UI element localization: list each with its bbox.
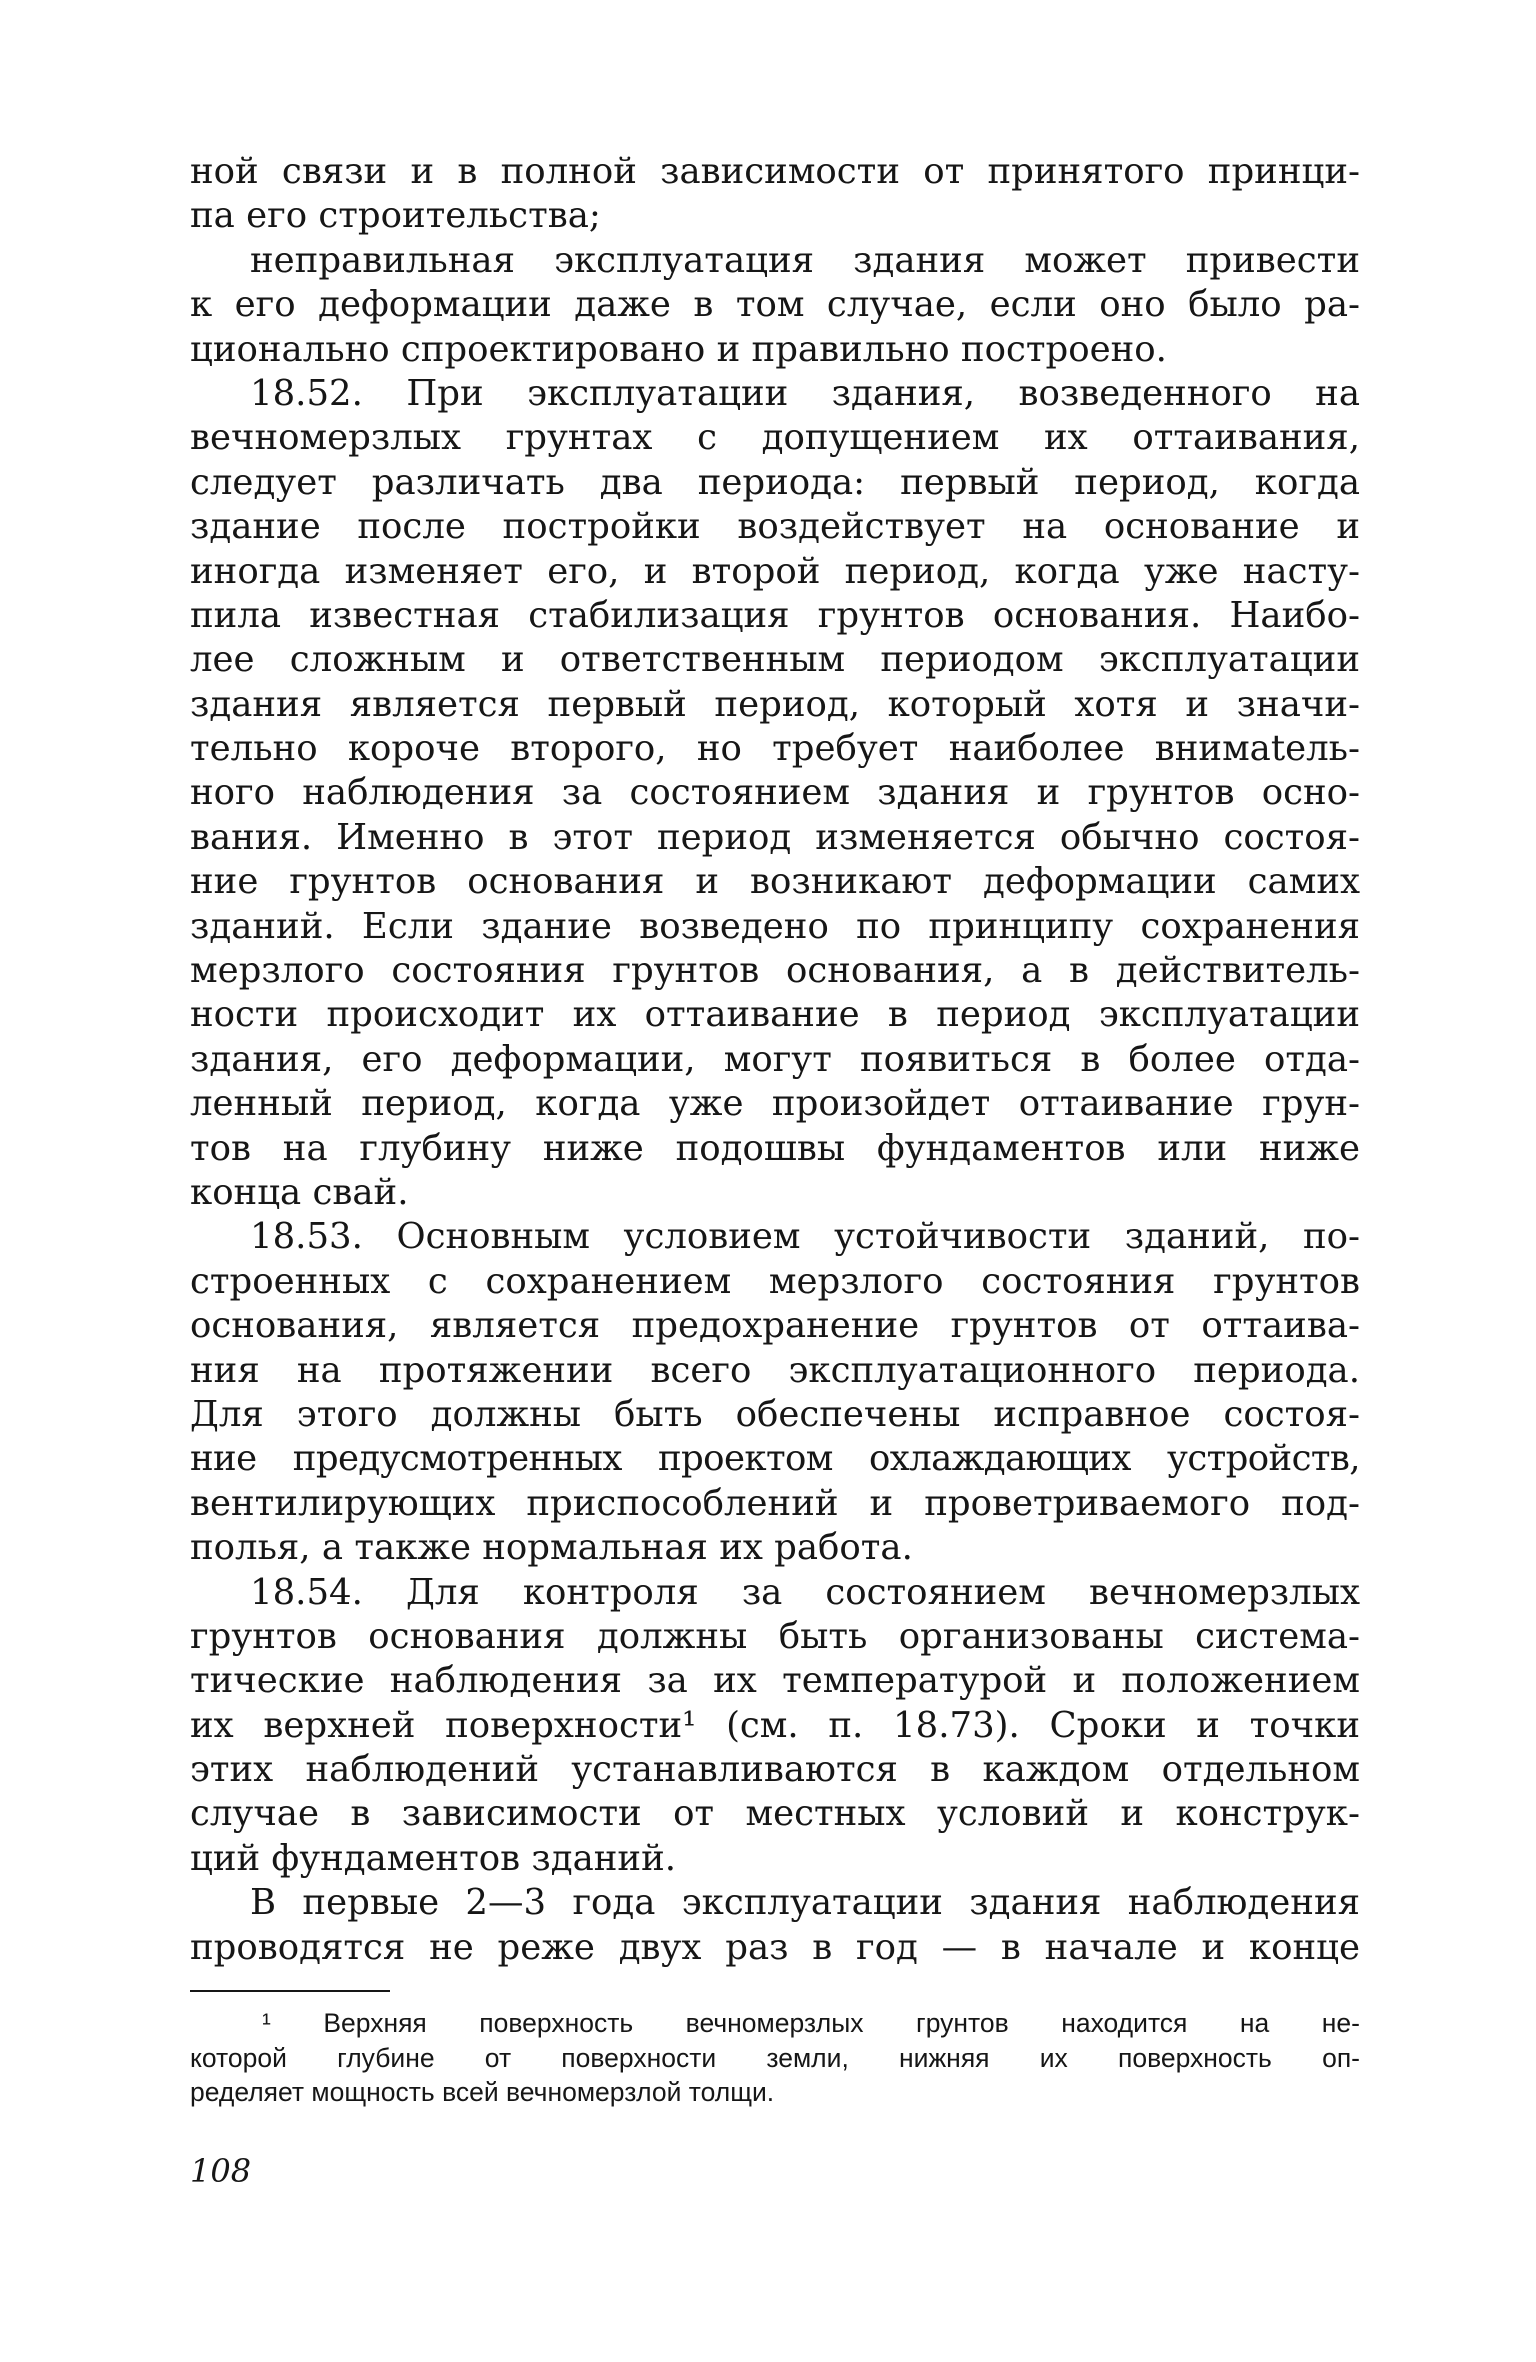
- footnote-rule: [190, 1990, 390, 1992]
- text-line: здания, его деформации, могут появиться в более отда-: [190, 1038, 1360, 1080]
- text-line: этих наблюдений устанавливаются в каждом отдельном: [190, 1749, 1360, 1791]
- body-text: [190, 150, 1360, 1970]
- text-line: следует различать два периода: первый период, когда: [190, 461, 1360, 503]
- text-line: здание после постройки воздействует на основание и: [190, 506, 1360, 548]
- text-line: 18.53. Основным условием устойчивости зданий, по-: [250, 1216, 1360, 1258]
- text-line: ности происходит их оттаивание в период эксплуатации: [190, 994, 1360, 1036]
- text-line: тельно короче второго, но требует наиболее внимatель-: [190, 728, 1360, 770]
- page-number: 108: [190, 2151, 252, 2190]
- text-line: Для этого должны быть обеспечены исправное состоя-: [190, 1393, 1360, 1435]
- text-line: грунтов основания должны быть организованы система-: [190, 1615, 1360, 1657]
- text-line: лее сложным и ответственным периодом эксплуатации: [190, 639, 1360, 681]
- text-line: вания. Именно в этот период изменяется обычно состоя-: [190, 816, 1360, 858]
- text-line: неправильная эксплуатация здания может привести: [250, 239, 1360, 281]
- text-line: ций фундаментов зданий.: [190, 1837, 677, 1879]
- text-line: 18.52. При эксплуатации здания, возведенного на: [250, 372, 1360, 414]
- text-line: строенных с сохранением мерзлого состояния грунтов: [190, 1260, 1360, 1302]
- footnote-line: ¹ Верхняя поверхность вечномерзлых грунтов находится на не-: [262, 2008, 1360, 2039]
- text-line: В первые 2—3 года эксплуатации здания наблюдения: [250, 1882, 1360, 1924]
- text-line: основания, является предохранение грунтов от оттаива-: [190, 1305, 1360, 1347]
- text-line: мерзлого состояния грунтов основания, а в действитель-: [190, 950, 1360, 992]
- footnote-line: которой глубине от поверхности земли, нижняя их поверхность оп-: [190, 2042, 1360, 2073]
- text-line: пила известная стабилизация грунтов основания. Наибо-: [190, 594, 1360, 636]
- text-line: здания является первый период, который хотя и значи-: [190, 683, 1360, 725]
- text-line: па его строительства;: [190, 195, 601, 237]
- text-line: конца свай.: [190, 1171, 409, 1213]
- text-line: к его деформации даже в том случае, если оно было ра-: [190, 284, 1360, 326]
- text-line: вентилирующих приспособлений и проветриваемого под-: [190, 1482, 1360, 1524]
- text-line: проводятся не реже двух раз в год — в начале и конце: [190, 1926, 1360, 1968]
- text-line: ние грунтов основания и возникают деформации самих: [190, 861, 1360, 903]
- text-line: вечномерзлых грунтах с допущением их оттаивания,: [190, 417, 1360, 459]
- text-line: ленный период, когда уже произойдет оттаивание грун-: [190, 1083, 1360, 1125]
- text-line: ного наблюдения за состоянием здания и грунтов осно-: [190, 772, 1360, 814]
- text-line: тов на глубину ниже подошвы фундаментов или ниже: [190, 1127, 1360, 1169]
- text-line: зданий. Если здание возведено по принципу сохранения: [190, 905, 1360, 947]
- text-line: случае в зависимости от местных условий и конструк-: [190, 1793, 1360, 1835]
- text-line: их верхней поверхности¹ (см. п. 18.73). Сроки и точки: [190, 1704, 1360, 1746]
- text-line: 18.54. Для контроля за состоянием вечномерзлых: [250, 1571, 1360, 1613]
- footnote: [190, 2006, 1360, 2110]
- page: [190, 150, 1360, 2190]
- text-line: ной связи и в полной зависимости от принятого принци-: [190, 151, 1360, 192]
- text-line: полья, а также нормальная их работа.: [190, 1527, 913, 1569]
- text-line: тические наблюдения за их температурой и положением: [190, 1660, 1360, 1702]
- text-line: ние предусмотренных проектом охлаждающих устройств,: [190, 1438, 1360, 1480]
- text-line: ния на протяжении всего эксплуатационного периода.: [190, 1349, 1360, 1391]
- footnote-line: ределяет мощность всей вечномерзлой толщи.: [190, 2077, 775, 2108]
- text-line: ционально спроектировано и правильно построено.: [190, 328, 1167, 370]
- text-line: иногда изменяет его, и второй период, когда уже насту-: [190, 550, 1360, 592]
